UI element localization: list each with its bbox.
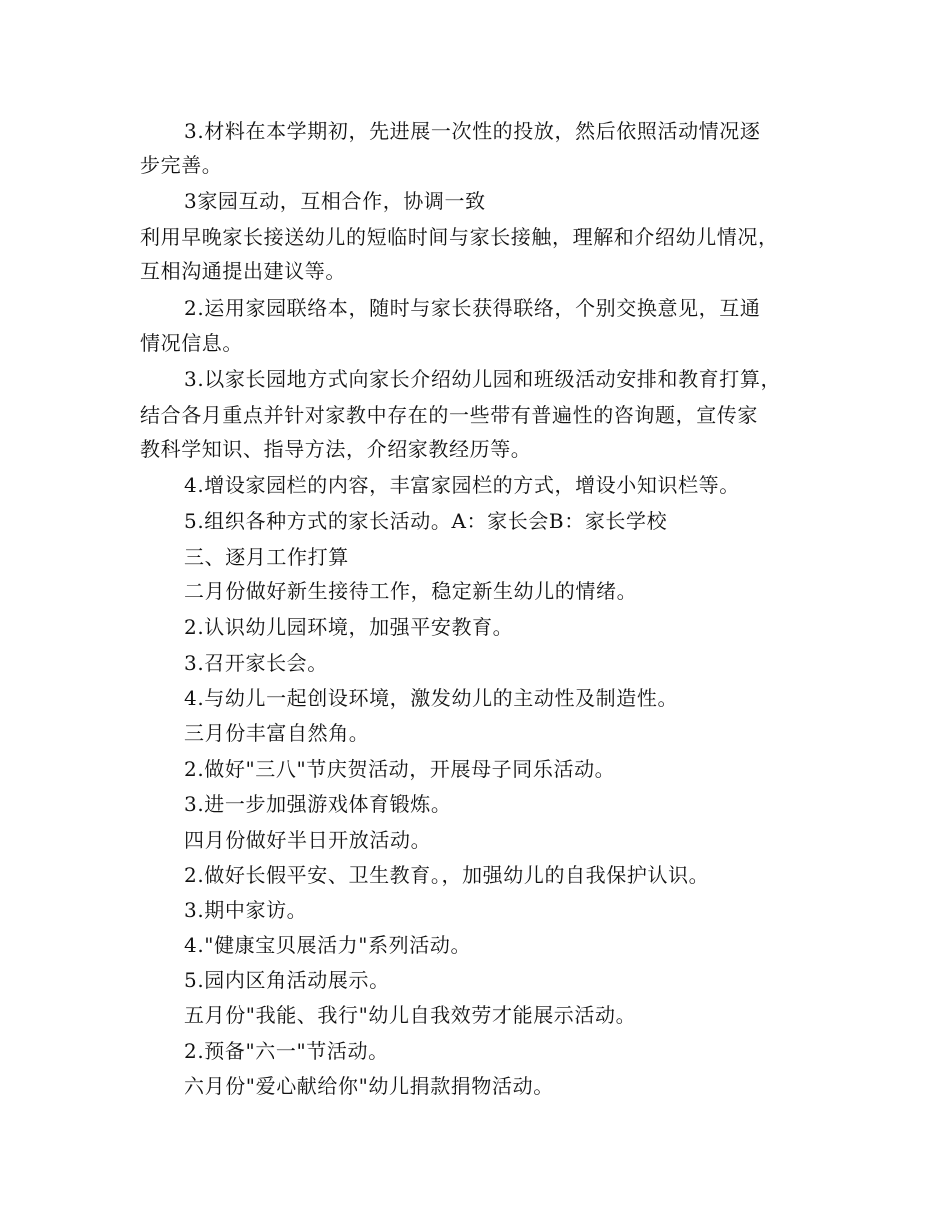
- text-line: 利用早晚家长接送幼儿的短临时间与家长接触，理解和介绍幼儿情况，: [140, 225, 779, 249]
- text-line: 五月份"我能、我行"幼儿自我效劳才能展示活动。: [184, 1003, 637, 1027]
- text-line: 4.与幼儿一起创设环境，激发幼儿的主动性及制造性。: [184, 686, 679, 710]
- section-heading: 3家园互动，互相合作，协调一致: [184, 189, 486, 213]
- text-line: 3.期中家访。: [184, 898, 308, 922]
- text-line: 步完善。: [140, 153, 223, 177]
- text-line: 四月份做好半日开放活动。: [184, 828, 432, 852]
- text-line: 2.预备"六一"节活动。: [184, 1039, 389, 1063]
- section-heading: 三、逐月工作打算: [184, 545, 349, 569]
- text-line: 2.认识幼儿园环境，加强平安教育。: [184, 615, 514, 639]
- text-line: 二月份做好新生接待工作，稳定新生幼儿的情绪。: [184, 579, 638, 603]
- text-line: 5.组织各种方式的家长活动。A：家长会B：家长学校: [184, 509, 668, 533]
- text-line: 教科学知识、指导方法，介绍家教经历等。: [140, 437, 532, 461]
- text-line: 2.做好"三八"节庆贺活动，开展母子同乐活动。: [184, 757, 616, 781]
- text-line: 5.园内区角活动展示。: [184, 968, 390, 992]
- text-line: 3.召开家长会。: [184, 651, 328, 675]
- text-line: 2.做好长假平安、卫生教育。，加强幼儿的自我保护认识。: [184, 863, 710, 887]
- text-line: 互相沟通提出建议等。: [140, 259, 346, 283]
- text-line: 3.以家长园地方式向家长介绍幼儿园和班级活动安排和教育打算，: [184, 367, 782, 391]
- text-line: 4.增设家园栏的内容，丰富家园栏的方式，增设小知识栏等。: [184, 473, 740, 497]
- text-line: 2.运用家园联络本，随时与家长获得联络，个别交换意见，互通: [184, 296, 761, 320]
- text-line: 3.进一步加强游戏体育锻炼。: [184, 792, 452, 816]
- text-line: 三月份丰富自然角。: [184, 721, 370, 745]
- text-line: 4."健康宝贝展活力"系列活动。: [184, 933, 472, 957]
- text-line: 情况信息。: [140, 331, 243, 355]
- text-line: 结合各月重点并针对家教中存在的一些带有普遍性的咨询题，宣传家: [140, 403, 758, 427]
- text-line: 六月份"爱心献给你"幼儿捐款捐物活动。: [184, 1074, 554, 1098]
- text-line: 3.材料在本学期初，先进展一次性的投放，然后依照活动情况逐: [184, 119, 761, 143]
